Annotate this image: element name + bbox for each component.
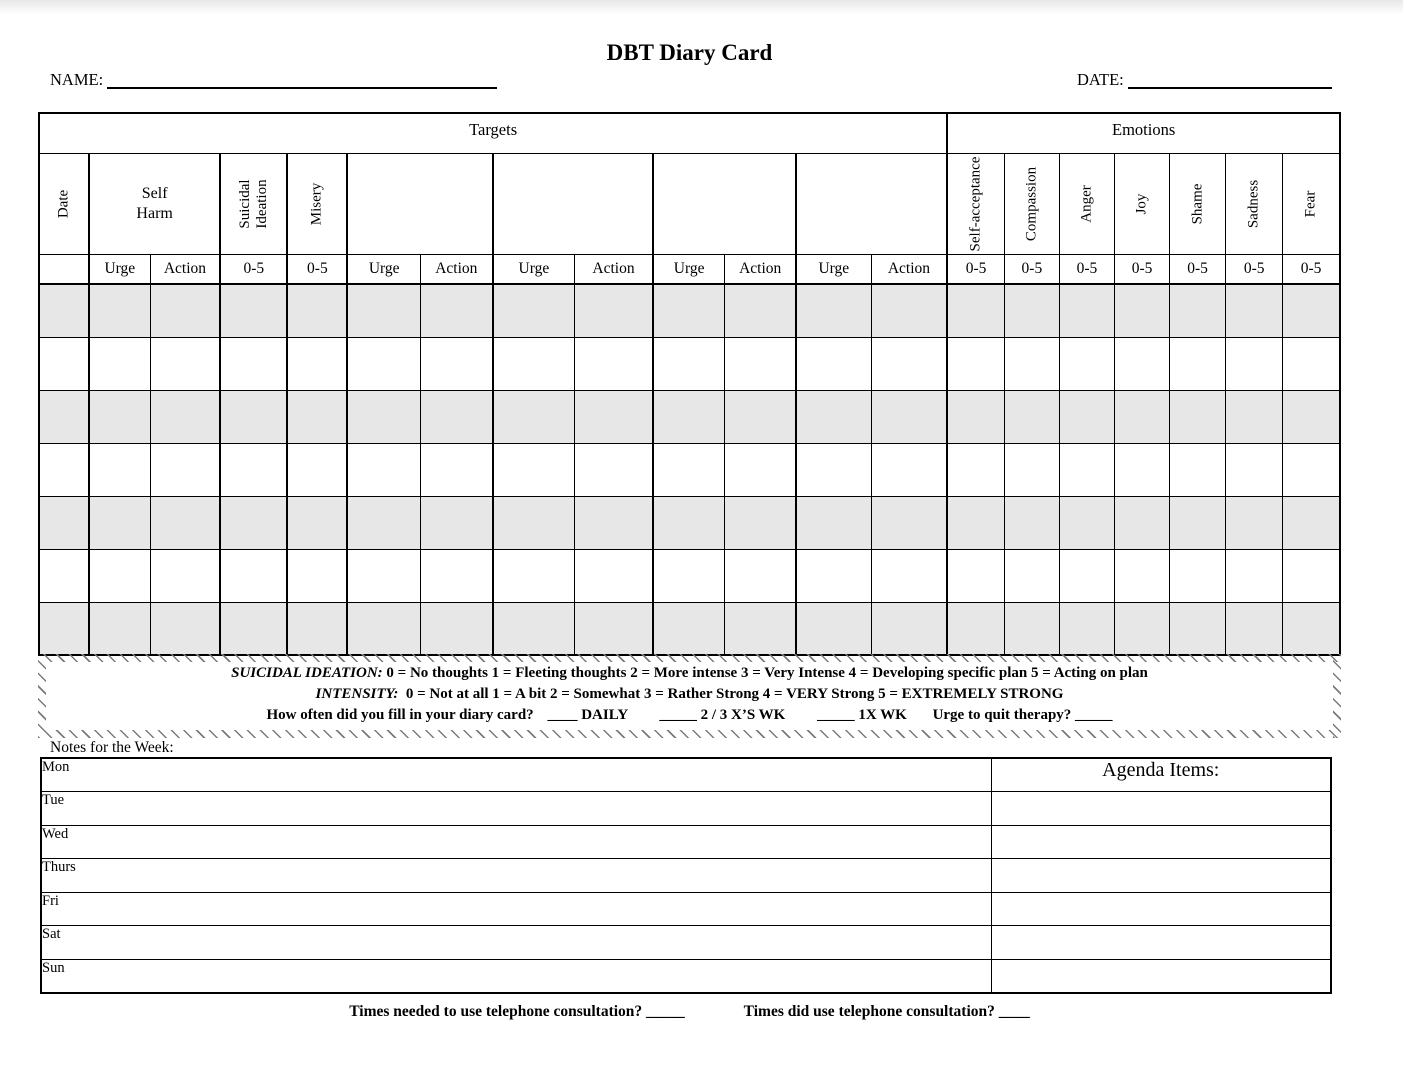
hatch-border-top: [38, 654, 1341, 662]
entry-cell[interactable]: [1114, 496, 1169, 549]
col-header-blank-target-2: [493, 153, 653, 254]
entry-cell[interactable]: [947, 602, 1004, 655]
entry-cell[interactable]: [1283, 390, 1340, 443]
entry-cell[interactable]: [796, 284, 871, 337]
entry-cell[interactable]: [287, 443, 347, 496]
entry-cell[interactable]: [871, 602, 947, 655]
entry-cell[interactable]: [1004, 496, 1059, 549]
col-header-blank-target-4: [796, 153, 947, 254]
entry-cell[interactable]: [39, 443, 89, 496]
entry-cell[interactable]: [1004, 284, 1059, 337]
notes-row-fri: [41, 892, 1331, 926]
notes-heading: Notes for the Week:: [50, 739, 174, 756]
entry-cell[interactable]: [725, 284, 796, 337]
subheader-scale: 0-5: [1004, 254, 1059, 284]
entry-cell[interactable]: [1226, 337, 1283, 390]
entry-cell[interactable]: [653, 390, 725, 443]
entry-cell[interactable]: [421, 443, 493, 496]
entry-cell[interactable]: [89, 443, 150, 496]
entry-cell[interactable]: [725, 549, 796, 602]
entry-cell[interactable]: [725, 390, 796, 443]
date-input-line[interactable]: [1128, 87, 1332, 89]
targets-section-header: Targets: [39, 113, 947, 153]
entry-cell[interactable]: [796, 549, 871, 602]
entry-cell[interactable]: [347, 602, 420, 655]
entry-cell[interactable]: [1114, 443, 1169, 496]
entry-cell[interactable]: [89, 602, 150, 655]
subheader-scale: 0-5: [1059, 254, 1114, 284]
emotions-section-header: Emotions: [947, 113, 1340, 153]
table-row: [39, 602, 1340, 655]
entry-cell[interactable]: [89, 549, 150, 602]
subheader-urge: Urge: [653, 254, 725, 284]
notes-row-mon: [41, 758, 1331, 792]
entry-cell[interactable]: [1170, 496, 1226, 549]
entry-cell[interactable]: [1170, 549, 1226, 602]
entry-cell[interactable]: [947, 284, 1004, 337]
name-input-line[interactable]: [107, 87, 497, 89]
entry-cell[interactable]: [39, 602, 89, 655]
entry-cell[interactable]: [1226, 496, 1283, 549]
intensity-scale-line: [48, 684, 1331, 705]
entry-cell[interactable]: [871, 443, 947, 496]
agenda-cell[interactable]: [991, 825, 1331, 859]
notes-day-cell[interactable]: [41, 758, 991, 792]
subheader-scale: 0-5: [1170, 254, 1226, 284]
entry-cell[interactable]: [347, 549, 420, 602]
day-label: Mon: [42, 759, 70, 775]
entry-cell[interactable]: [150, 337, 220, 390]
entry-cell[interactable]: [1059, 443, 1114, 496]
entry-cell[interactable]: [220, 284, 287, 337]
subheader-action: Action: [725, 254, 796, 284]
entry-cell[interactable]: [347, 443, 420, 496]
subheader-scale: 0-5: [1114, 254, 1169, 284]
suicidal-ideation-scale-values: 0 = No thoughts 1 = Fleeting thoughts 2 = More intense 3 = Very Intense 4 = Developing specific plan 5 = Acting on plan: [386, 665, 1148, 681]
entry-cell[interactable]: [1004, 390, 1059, 443]
entry-cell[interactable]: [1283, 443, 1340, 496]
entry-cell[interactable]: [150, 443, 220, 496]
entry-cell[interactable]: [39, 496, 89, 549]
col-header-date: Date: [39, 153, 89, 254]
entry-cell[interactable]: [947, 337, 1004, 390]
entry-cell[interactable]: [421, 390, 493, 443]
frequency-line: [48, 705, 1331, 726]
subheader-row: [39, 254, 1340, 284]
entry-cell[interactable]: [1283, 284, 1340, 337]
name-label: NAME:: [50, 70, 104, 89]
day-label: Fri: [42, 892, 59, 909]
subheader-scale: 0-5: [1283, 254, 1340, 284]
col-header-blank-target-3: [653, 153, 796, 254]
entry-cell[interactable]: [150, 284, 220, 337]
day-label: Tue: [42, 792, 65, 808]
intensity-scale-label: INTENSITY:: [315, 686, 399, 702]
subheader-blank: [39, 254, 89, 284]
entry-cell[interactable]: [725, 337, 796, 390]
notes-row-sun: [41, 959, 1331, 993]
day-label: Sat: [42, 926, 61, 942]
entry-cell[interactable]: [1059, 549, 1114, 602]
entry-cell[interactable]: [575, 284, 653, 337]
legend-text: [48, 663, 1331, 726]
col-header-anger: Anger: [1059, 153, 1114, 254]
col-header-sadness: Sadness: [1226, 153, 1283, 254]
page-title: DBT Diary Card: [606, 40, 773, 65]
entry-cell[interactable]: [347, 337, 420, 390]
entry-cell[interactable]: [1114, 602, 1169, 655]
agenda-cell[interactable]: [991, 859, 1331, 893]
entry-cell[interactable]: [150, 496, 220, 549]
suicidal-ideation-scale-line: [48, 663, 1331, 684]
subheader-scale: 0-5: [220, 254, 287, 284]
subheader-urge: Urge: [89, 254, 150, 284]
agenda-header: Agenda Items:: [1102, 759, 1220, 781]
entry-cell[interactable]: [89, 496, 150, 549]
subheader-action: Action: [150, 254, 220, 284]
entry-cell[interactable]: [493, 602, 575, 655]
entry-cell[interactable]: [947, 549, 1004, 602]
notes-row-thurs: [41, 859, 1331, 893]
entry-cell[interactable]: [947, 443, 1004, 496]
entry-cell[interactable]: [220, 337, 287, 390]
hatch-border-bottom: [38, 730, 1341, 738]
subheader-action: Action: [421, 254, 493, 284]
entry-cell[interactable]: [287, 337, 347, 390]
entry-cell[interactable]: [725, 602, 796, 655]
entry-cell[interactable]: [1170, 443, 1226, 496]
entry-cell[interactable]: [1170, 602, 1226, 655]
entry-cell[interactable]: [796, 390, 871, 443]
entry-cell[interactable]: [220, 496, 287, 549]
frequency-option-2-3x-week[interactable]: _____ 2 / 3 X’S WK: [659, 707, 786, 723]
entry-cell[interactable]: [493, 496, 575, 549]
notes-day-cell[interactable]: [41, 792, 991, 826]
entry-cell[interactable]: [493, 284, 575, 337]
entry-cell[interactable]: [1226, 443, 1283, 496]
entry-cell[interactable]: [1059, 496, 1114, 549]
entry-cell[interactable]: [1226, 390, 1283, 443]
entry-cell[interactable]: [220, 390, 287, 443]
entry-cell[interactable]: [287, 496, 347, 549]
entry-cell[interactable]: [1226, 284, 1283, 337]
table-row: [39, 284, 1340, 337]
entry-cell[interactable]: [1226, 602, 1283, 655]
entry-cell[interactable]: [796, 496, 871, 549]
table-row: [39, 390, 1340, 443]
entry-cell[interactable]: [871, 496, 947, 549]
entry-cell[interactable]: [575, 390, 653, 443]
entry-cell[interactable]: [725, 496, 796, 549]
col-header-shame: Shame: [1170, 153, 1226, 254]
notes-day-cell[interactable]: [41, 859, 991, 893]
entry-cell[interactable]: [39, 549, 89, 602]
entry-cell[interactable]: [1283, 549, 1340, 602]
entry-cell[interactable]: [1114, 549, 1169, 602]
entry-cell[interactable]: [796, 602, 871, 655]
subheader-action: Action: [871, 254, 947, 284]
entry-cell[interactable]: [150, 390, 220, 443]
subheader-scale: 0-5: [1226, 254, 1283, 284]
entry-cell[interactable]: [220, 602, 287, 655]
subheader-action: Action: [575, 254, 653, 284]
entry-cell[interactable]: [347, 284, 420, 337]
entry-cell[interactable]: [220, 549, 287, 602]
table-row: [39, 496, 1340, 549]
entry-cell[interactable]: [575, 496, 653, 549]
entry-cell[interactable]: [493, 390, 575, 443]
entry-cell[interactable]: [1004, 549, 1059, 602]
entry-cell[interactable]: [287, 549, 347, 602]
entry-cell[interactable]: [1004, 602, 1059, 655]
day-label: Wed: [42, 825, 69, 842]
entry-cell[interactable]: [421, 496, 493, 549]
col-header-fear: Fear: [1283, 153, 1340, 254]
entry-cell[interactable]: [947, 496, 1004, 549]
agenda-cell[interactable]: [991, 892, 1331, 926]
entry-cell[interactable]: [871, 284, 947, 337]
entry-cell[interactable]: [653, 602, 725, 655]
agenda-header-cell: [991, 758, 1331, 792]
entry-cell[interactable]: [1170, 284, 1226, 337]
entry-cell[interactable]: [575, 443, 653, 496]
notes-row-tue: [41, 792, 1331, 826]
entry-cell[interactable]: [575, 602, 653, 655]
col-header-blank-target-1: [347, 153, 492, 254]
subheader-scale: 0-5: [287, 254, 347, 284]
entry-cell[interactable]: [150, 602, 220, 655]
quit-therapy-question[interactable]: Urge to quit therapy? _____: [932, 707, 1113, 723]
frequency-question: How often did you fill in your diary card?: [266, 707, 534, 723]
notes-day-cell[interactable]: [41, 892, 991, 926]
section-header-row: [39, 113, 1340, 153]
entry-cell[interactable]: [796, 337, 871, 390]
agenda-cell[interactable]: [991, 959, 1331, 993]
agenda-cell[interactable]: [991, 926, 1331, 960]
agenda-cell[interactable]: [991, 792, 1331, 826]
entry-cell[interactable]: [653, 337, 725, 390]
entry-cell[interactable]: [1114, 390, 1169, 443]
frequency-option-daily[interactable]: ____ DAILY: [547, 707, 628, 723]
hatch-border-left: [38, 654, 46, 738]
entry-cell[interactable]: [421, 337, 493, 390]
subheader-urge: Urge: [347, 254, 420, 284]
entry-cell[interactable]: [871, 549, 947, 602]
day-label: Thurs: [42, 859, 76, 875]
col-header-suicidal-ideation: Suicidal Ideation: [220, 153, 287, 254]
entry-cell[interactable]: [796, 443, 871, 496]
suicidal-ideation-scale-label: SUICIDAL IDEATION:: [231, 665, 383, 681]
entry-cell[interactable]: [1283, 337, 1340, 390]
col-header-self-acceptance: Self-acceptance: [947, 153, 1004, 254]
entry-cell[interactable]: [1114, 284, 1169, 337]
entry-cell[interactable]: [287, 390, 347, 443]
table-row: [39, 337, 1340, 390]
entry-cell[interactable]: [575, 337, 653, 390]
entry-cell[interactable]: [493, 337, 575, 390]
notes-row-wed: [41, 825, 1331, 859]
subheader-urge: Urge: [493, 254, 575, 284]
notes-table: [40, 757, 1332, 994]
col-header-misery: Misery: [287, 153, 347, 254]
entry-cell[interactable]: [89, 337, 150, 390]
day-label: Sun: [42, 959, 65, 976]
entry-cell[interactable]: [39, 390, 89, 443]
entry-cell[interactable]: [1114, 337, 1169, 390]
entry-cell[interactable]: [1226, 549, 1283, 602]
entry-cell[interactable]: [220, 443, 287, 496]
entry-cell[interactable]: [347, 390, 420, 443]
col-header-self-harm: Self Harm: [89, 153, 220, 254]
col-header-compassion: Compassion: [1004, 153, 1059, 254]
legend-box: [38, 654, 1341, 738]
entry-cell[interactable]: [287, 602, 347, 655]
entry-cell[interactable]: [947, 390, 1004, 443]
table-row: [39, 443, 1340, 496]
entry-cell[interactable]: [89, 284, 150, 337]
entry-cell[interactable]: [1170, 337, 1226, 390]
notes-day-cell[interactable]: [41, 825, 991, 859]
times-did-question[interactable]: Times did use telephone consultation? ____: [743, 1003, 1030, 1020]
entry-cell[interactable]: [39, 284, 89, 337]
diary-grid: [38, 112, 1341, 656]
entry-cell[interactable]: [421, 549, 493, 602]
notes-day-cell[interactable]: [41, 926, 991, 960]
entry-cell[interactable]: [1059, 602, 1114, 655]
entry-cell[interactable]: [1059, 284, 1114, 337]
entry-cell[interactable]: [871, 337, 947, 390]
entry-cell[interactable]: [493, 549, 575, 602]
col-header-joy: Joy: [1114, 153, 1169, 254]
entry-cell[interactable]: [347, 496, 420, 549]
entry-cell[interactable]: [575, 549, 653, 602]
entry-cell[interactable]: [1004, 337, 1059, 390]
entry-cell[interactable]: [287, 284, 347, 337]
hatch-border-right: [1333, 654, 1341, 738]
entry-cell[interactable]: [653, 443, 725, 496]
entry-cell[interactable]: [653, 549, 725, 602]
entry-cell[interactable]: [1170, 390, 1226, 443]
entry-cell[interactable]: [653, 496, 725, 549]
entry-cell[interactable]: [653, 284, 725, 337]
date-label: DATE:: [1077, 70, 1124, 89]
entry-cell[interactable]: [1283, 602, 1340, 655]
table-row: [39, 549, 1340, 602]
entry-cell[interactable]: [421, 284, 493, 337]
notes-row-sat: [41, 926, 1331, 960]
times-needed-question[interactable]: Times needed to use telephone consultation? _____: [349, 1003, 685, 1020]
entry-cell[interactable]: [1283, 496, 1340, 549]
column-header-row: [39, 153, 1340, 254]
entry-cell[interactable]: [1004, 443, 1059, 496]
entry-cell[interactable]: [421, 602, 493, 655]
subheader-urge: Urge: [796, 254, 871, 284]
entry-cell[interactable]: [1059, 337, 1114, 390]
frequency-option-1x-week[interactable]: _____ 1X WK: [817, 707, 907, 723]
entry-cell[interactable]: [89, 390, 150, 443]
entry-cell[interactable]: [493, 443, 575, 496]
page-top-shadow: [0, 0, 1403, 14]
entry-cell[interactable]: [39, 337, 89, 390]
notes-day-cell[interactable]: [41, 959, 991, 993]
entry-cell[interactable]: [871, 390, 947, 443]
entry-cell[interactable]: [150, 549, 220, 602]
entry-cell[interactable]: [1059, 390, 1114, 443]
entry-cell[interactable]: [725, 443, 796, 496]
telephone-consultation-line: [38, 1003, 1341, 1021]
intensity-scale-values: 0 = Not at all 1 = A bit 2 = Somewhat 3 = Rather Strong 4 = VERY Strong 5 = EXTREMELY STRONG: [405, 686, 1064, 702]
subheader-scale: 0-5: [947, 254, 1004, 284]
